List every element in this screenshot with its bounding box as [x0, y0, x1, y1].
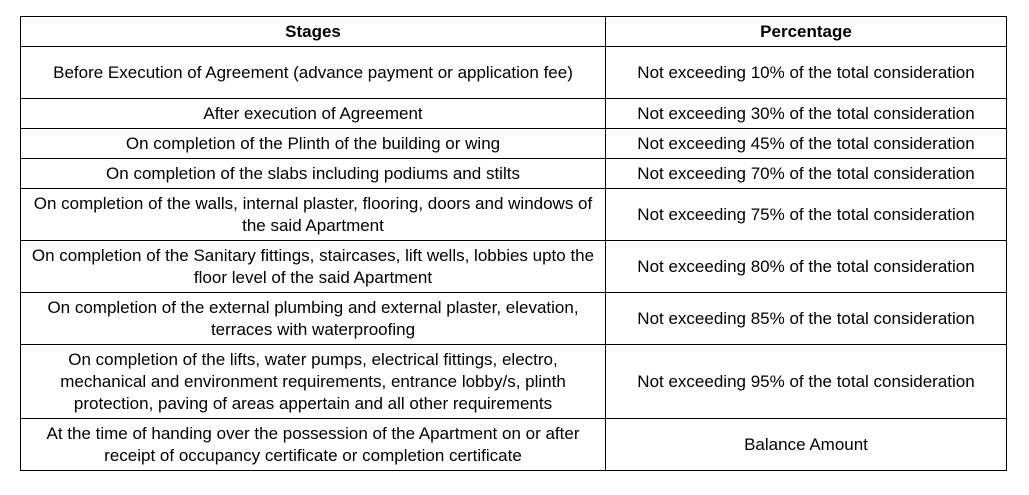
table-row: [21, 241, 1007, 293]
table-row: [21, 129, 1007, 159]
percentage-cell: Not exceeding 80% of the total consideration: [606, 241, 1007, 293]
percentage-cell: Not exceeding 45% of the total consideration: [606, 129, 1007, 159]
stage-cell: On completion of the Sanitary fittings, staircases, lift wells, lobbies upto the floor level of the said Apartment: [21, 241, 606, 293]
percentage-cell: Not exceeding 85% of the total consideration: [606, 293, 1007, 345]
stage-cell: On completion of the lifts, water pumps, electrical fittings, electro, mechanical and environment requirements, entrance lobby/s, plinth protection, paving of areas appertain and all other requirements: [21, 345, 606, 419]
table-row: [21, 159, 1007, 189]
payment-schedule-table: [20, 16, 1007, 471]
table-row: [21, 345, 1007, 419]
table-row: [21, 189, 1007, 241]
table-header-row: [21, 17, 1007, 47]
percentage-cell: Not exceeding 75% of the total consideration: [606, 189, 1007, 241]
percentage-cell: Not exceeding 10% of the total consideration: [606, 47, 1007, 99]
stage-cell: After execution of Agreement: [21, 99, 606, 129]
percentage-cell: Not exceeding 70% of the total consideration: [606, 159, 1007, 189]
stage-cell: On completion of the external plumbing and external plaster, elevation, terraces with waterproofing: [21, 293, 606, 345]
table-row: [21, 419, 1007, 471]
stage-cell: Before Execution of Agreement (advance payment or application fee): [21, 47, 606, 99]
header-stages: Stages: [21, 17, 606, 47]
stage-cell: At the time of handing over the possession of the Apartment on or after receipt of occupancy certificate or completion certificate: [21, 419, 606, 471]
percentage-cell: Not exceeding 30% of the total consideration: [606, 99, 1007, 129]
header-percentage: Percentage: [606, 17, 1007, 47]
stage-cell: On completion of the Plinth of the building or wing: [21, 129, 606, 159]
table-row: [21, 47, 1007, 99]
table-row: [21, 293, 1007, 345]
percentage-cell: Not exceeding 95% of the total consideration: [606, 345, 1007, 419]
percentage-cell: Balance Amount: [606, 419, 1007, 471]
stage-cell: On completion of the slabs including podiums and stilts: [21, 159, 606, 189]
table-row: [21, 99, 1007, 129]
stage-cell: On completion of the walls, internal plaster, flooring, doors and windows of the said Apartment: [21, 189, 606, 241]
